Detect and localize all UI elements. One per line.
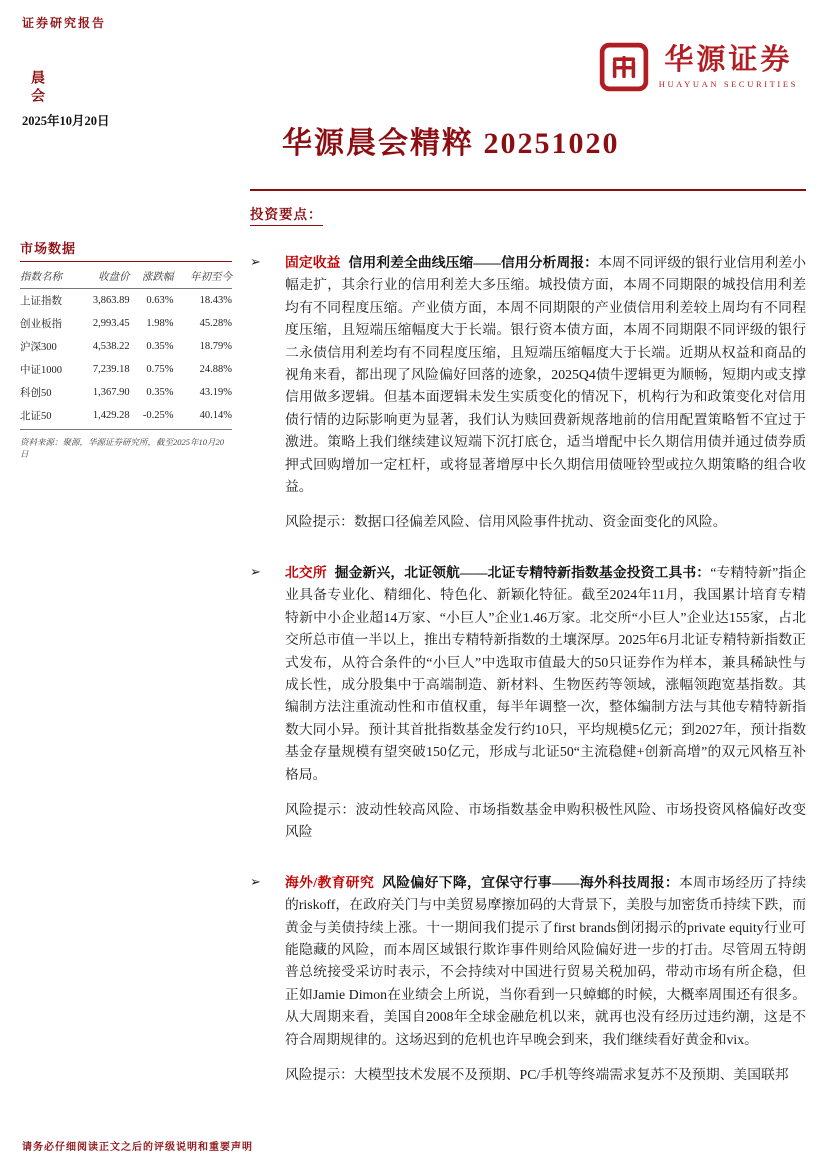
market-data-header [20, 266, 232, 289]
ytd-pct: 45.28% [199, 318, 232, 329]
close-price: 1,429.28 [78, 404, 129, 430]
bullet-arrow-icon: ➢ [250, 873, 261, 889]
ytd-pct: 40.14% [174, 404, 233, 430]
ytd-pct: 18.43% [199, 295, 232, 306]
item-headline: 风险偏好下降，宜保守行事——海外科技周报： [382, 874, 679, 890]
index-name: 创业板指 [20, 319, 62, 330]
risk-note: 风险提示：数据口径偏差风险、信用风险事件扰动、资金面变化的风险。 [285, 514, 727, 530]
highlights-title: 投资要点： [250, 203, 323, 226]
brand-name-cn: 华源证券 [664, 43, 793, 76]
huayuan-seal-icon [599, 42, 649, 92]
data-source-note: 资料来源：聚源，华源证券研究所，截至2025年10月20日 [20, 437, 225, 459]
table-row [20, 335, 232, 358]
change-pct: 0.35% [146, 387, 174, 398]
close-price: 4,538.22 [92, 341, 130, 352]
disclaimer-footer: 请务必仔细阅读正文之后的评级说明和重要声明 [22, 1142, 253, 1153]
brand-name-en: HUAYUAN SECURITIES [658, 79, 798, 90]
item-body: 本周市场经历了持续的riskoff，在政府关门与中美贸易摩擦加码的大背景下，美股与加密货币持续下跌，而黄金与美债持续上涨。十一期间我们提示了first brands倒闭揭示的private equity行业可能隐藏的风险，而本周区域银行欺诈事件则给风险偏好进一步的打击。尽管周五特朗普总统接受采访时表示，不会持续对中国进行贸易关税加码，带动市场有所企稳，但正如Jamie Dimon在业绩会上所说，当你看到一只蟑螂的时候，大概率周围还有很多。从大周期来看，美国自2008年全球金融危机以来，就再也没有经历过违约潮，这是不符合周期规律的。这场迟到的危机也许早晚会到来，我们继续看好黄金和vix。 [285, 874, 806, 1047]
report-category: 晨会 [29, 70, 44, 106]
close-price: 7,239.18 [92, 364, 130, 375]
change-pct: 1.98% [146, 318, 174, 329]
item-paragraph [285, 872, 806, 1051]
index-name: 科创50 [20, 388, 52, 399]
highlight-item [250, 562, 806, 844]
table-row [20, 404, 232, 430]
table-row [20, 312, 232, 335]
report-date: 2025年10月20日 [22, 114, 110, 128]
index-name: 沪深300 [20, 342, 57, 353]
section-tag: 海外/教育研究 [285, 874, 375, 890]
bullet-arrow-icon: ➢ [250, 563, 261, 579]
market-data-table [20, 266, 232, 430]
header-divider [250, 189, 806, 191]
change-pct: 0.63% [146, 295, 174, 306]
change-pct: 0.35% [146, 341, 174, 352]
brand-logo [599, 42, 798, 92]
column-header: 年初至今 [174, 266, 233, 289]
index-name: 上证指数 [20, 296, 62, 307]
item-headline: 掘金新兴，北证领航——北证专精特新指数基金投资工具书： [334, 564, 711, 580]
highlight-item [250, 872, 806, 1087]
item-paragraph [285, 252, 806, 498]
ytd-pct: 18.79% [199, 341, 232, 352]
table-row [20, 358, 232, 381]
item-body: 本周不同评级的银行业信用利差小幅走扩，其余行业的信用利差大多压缩。城投债方面，本周不同期限的城投信用利差均有不同程度压缩。产业债方面，本周不同期限的产业债信用利差较上周均有不同程度压缩，且短端压缩幅度大于长端。银行资本债方面，本周不同期限不同评级的银行二永债信用利差均有不同程度压缩，且短端压缩幅度大于长端。近期从权益和商品的视角来看，都出现了风险偏好回落的迹象，2025Q4债牛逻辑更为顺畅，短期内或支撑信用做多逻辑。但基本面逻辑未发生实质变化的情况下，机构行为和政策变化对信用债行情的边际影响更为显著，我们认为赎回费新规落地前的信用配置策略暂不宜过于激进。策略上我们继续建议短端下沉打底仓，适当增配中长久期信用债并通过债券质押式回购增加一定杠杆，或将显著增厚中长久期信用债哑铃型或拉久期策略的组合收益。 [285, 255, 807, 495]
column-header: 指数名称 [20, 266, 78, 289]
item-headline: 信用利差全曲线压缩——信用分析周报： [348, 255, 599, 270]
section-tag: 北交所 [285, 564, 327, 580]
risk-note: 风险提示：大模型技术发展不及预期、PC/手机等终端需求复苏不及预期、美国联邦 [285, 1067, 789, 1082]
brand-wordmark [659, 45, 798, 90]
report-type-label: 证券研究报告 [22, 16, 107, 30]
close-price: 3,863.89 [92, 295, 130, 306]
change-pct: 0.75% [146, 364, 174, 375]
bullet-arrow-icon: ➢ [250, 254, 261, 269]
index-name: 中证1000 [20, 365, 62, 376]
change-pct: -0.25% [130, 404, 174, 430]
market-data-panel [20, 238, 232, 460]
column-header: 涨跌幅 [130, 266, 174, 289]
highlights-list [250, 252, 806, 1114]
item-paragraph [285, 562, 806, 786]
close-price: 1,367.90 [92, 387, 130, 398]
item-body: “专精特新”指企业具备专业化、精细化、特色化、新颖化特征。截至2024年11月，我国累计培育专精特新中小企业超14万家、“小巨人”企业1.46万家。北交所“小巨人”企业达155家，占北交所总市值一半以上，推出专精特新指数的土壤深厚。2025年6月北证专精特新指数正式发布，从符合条件的“小巨人”中选取市值最大的50只证券作为样本，兼具稀缺性与成长性，成分股集中于高端制造、新材料、生物医药等领域，涨幅领跑宽基指数。其编制方法注重流动性和市值权重，每半年调整一次，整体编制方法与其他专精特新指数大同小异。预计其首批指数基金发行约10只，平均规模5亿元；到2027年，预计指数基金存量规模有望突破150亿元，形成与北证50“主流稳健+创新高增”的双元风格互补格局。 [285, 564, 807, 782]
column-header: 收盘价 [78, 266, 129, 289]
page-title: 华源晨会精粹 20251020 [282, 127, 620, 160]
highlight-item [250, 252, 806, 534]
table-row [20, 289, 232, 313]
close-price: 2,993.45 [92, 318, 130, 329]
section-tag: 固定收益 [285, 255, 341, 270]
risk-note: 风险提示：波动性较高风险、市场指数基金申购积极性风险、市场投资风格偏好改变风险 [285, 801, 806, 840]
ytd-pct: 24.88% [199, 364, 232, 375]
ytd-pct: 43.19% [199, 387, 232, 398]
market-data-title: 市场数据 [20, 238, 232, 262]
table-row [20, 381, 232, 404]
index-name: 北证50 [20, 404, 78, 430]
